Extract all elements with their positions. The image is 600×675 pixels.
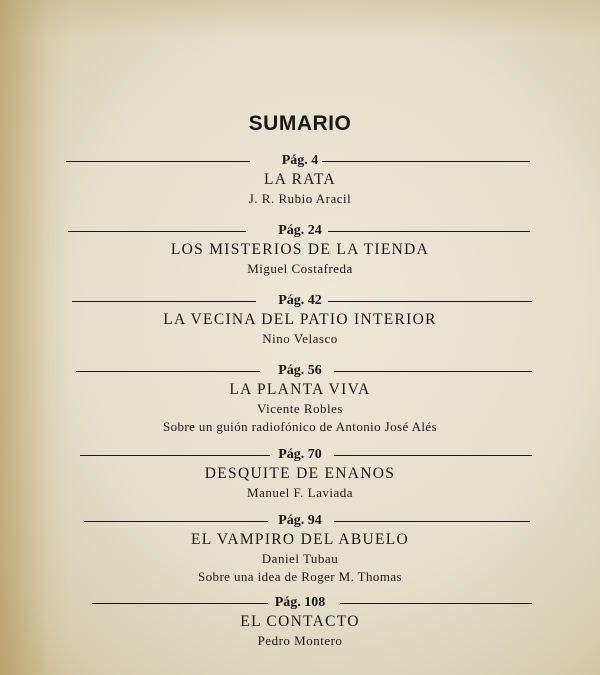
rule-right xyxy=(334,371,532,372)
page-number: Pág. 70 xyxy=(278,447,322,462)
contents-title: SUMARIO xyxy=(248,112,352,135)
entry-divider xyxy=(0,222,600,240)
entry-divider xyxy=(0,292,600,310)
story-author: Manuel F. Laviada xyxy=(246,485,353,500)
contents-entry xyxy=(0,222,600,278)
page-number: Pág. 56 xyxy=(278,363,322,378)
page-number: Pág. 4 xyxy=(281,153,319,168)
page-number: Pág. 94 xyxy=(278,513,322,528)
contents-entry xyxy=(0,362,600,436)
story-author: Miguel Costafreda xyxy=(247,261,353,276)
contents-entry xyxy=(0,512,600,586)
page-number: Pág. 42 xyxy=(278,293,322,308)
story-title: LOS MISTERIOS DE LA TIENDA xyxy=(170,241,430,258)
story-author: Vicente Robles xyxy=(256,401,343,416)
story-title: LA VECINA DEL PATIO INTERIOR xyxy=(163,311,437,328)
story-author: Daniel Tubau xyxy=(261,551,339,566)
entry-divider xyxy=(0,152,600,170)
page-number: Pág. 24 xyxy=(278,223,322,238)
paper-stain-top xyxy=(0,0,600,40)
contents-entry xyxy=(0,594,600,650)
contents-entry xyxy=(0,152,600,208)
rule-right xyxy=(322,161,530,162)
story-title: EL VAMPIRO DEL ABUELO xyxy=(190,531,410,548)
rule-right xyxy=(328,231,530,232)
story-title: LA PLANTA VIVA xyxy=(229,381,371,398)
rule-right xyxy=(334,521,530,522)
contents-entry xyxy=(0,292,600,348)
story-note: Sobre un guión radiofónico de Antonio José Alés xyxy=(162,419,438,434)
contents-entry xyxy=(0,446,600,502)
entry-divider xyxy=(0,446,600,464)
rule-right xyxy=(334,455,532,456)
rule-right xyxy=(328,301,532,302)
story-author: Pedro Montero xyxy=(257,633,343,648)
entry-divider xyxy=(0,512,600,530)
story-author: Nino Velasco xyxy=(262,331,338,346)
entry-divider xyxy=(0,362,600,380)
story-title: LA RATA xyxy=(263,171,337,188)
rule-right xyxy=(340,603,532,604)
story-title: DESQUITE DE ENANOS xyxy=(204,465,396,482)
entry-divider xyxy=(0,594,600,612)
story-author: J. R. Rubio Aracil xyxy=(248,191,352,206)
story-title: EL CONTACTO xyxy=(240,613,360,630)
page-number: Pág. 108 xyxy=(274,595,326,610)
story-note: Sobre una idea de Roger M. Thomas xyxy=(198,569,402,584)
